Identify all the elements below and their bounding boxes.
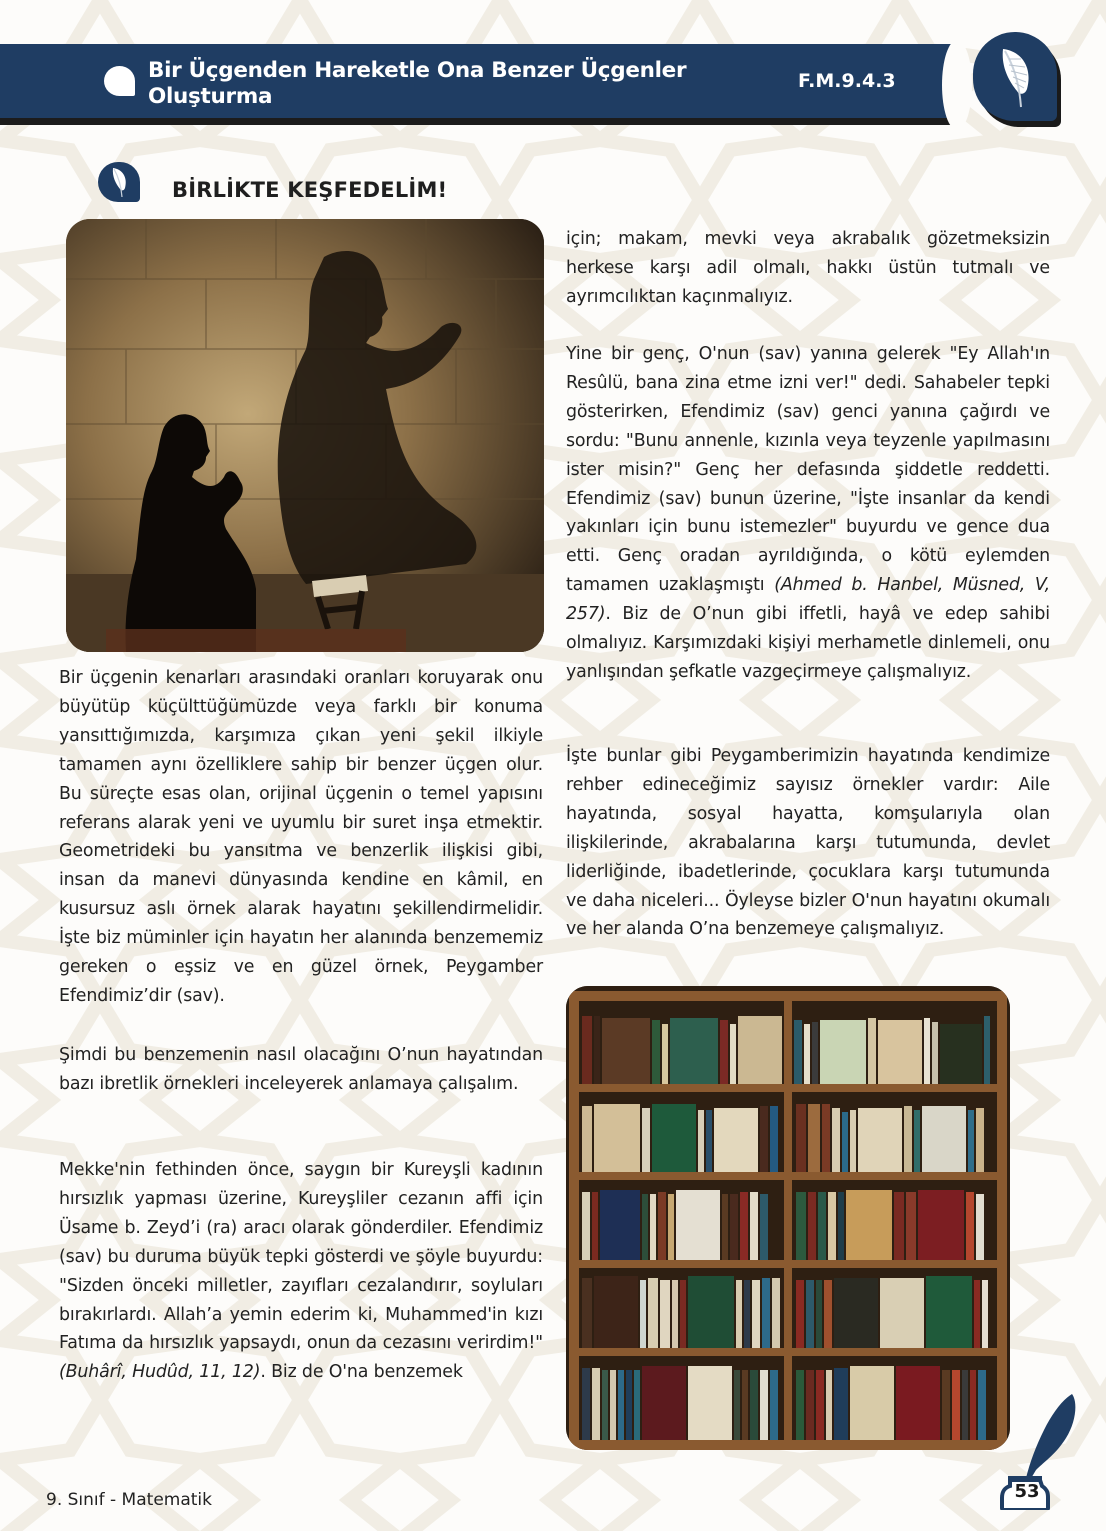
story-1-text: Mekke'nin fethinden önce, saygın bir Kureyşli kadının hırsızlık yapması üzerine, Kureyşliler cezanın affi için Üsame b. Zeyd’i (ra) aracı olarak gönderdiler. Efendimiz (sav) bu duruma büyük tepki gösterdi ve şöyle buyurdu: "Sizden önceki milletler, zayıfları cezalandırır, soyluları bırakırlardı. Allah’a yemin ederim ki, Muhammed'in kızı Fatıma da hırsızlık yapsaydı, onun da cezasını verirdim!" <box>59 1160 543 1354</box>
story-paragraph-1 <box>59 1156 543 1387</box>
page-number: 53 <box>1014 1481 1040 1502</box>
footer-grade-subject: 9. Sınıf - Matematik <box>46 1490 212 1510</box>
bookshelf-photo <box>566 986 1010 1450</box>
prayer-silhouette-photo <box>66 219 544 652</box>
section-title: BİRLİKTE KEŞFEDELİM! <box>172 178 448 202</box>
page-title-line1: Bir Üçgenden Hareketle Ona Benzer Üçgenler <box>148 58 687 83</box>
speech-bubble-icon <box>104 66 135 96</box>
conclusion-paragraph: İşte bunlar gibi Peygamberimizin hayatında kendimize rehber edineceğimiz sayısız örnekler vardır: Aile hayatında, sosyal hayatta, komşularıyla olan ilişkilerinde, akrabalarına karşı tutumunda, devlet liderliğinde, ibadetlerinde, çocuklara karşı tutumunda ve daha niceleri... Öyleyse bizler O'nun hayatını okumalı ve her alanda O’na benzemeye çalışmalıyız. <box>566 746 1050 940</box>
citation-buhari: (Buhârî, Hudûd, 11, 12) <box>59 1362 261 1383</box>
story-paragraph-2 <box>566 340 1050 687</box>
story-2-text: Yine bir genç, O'nun (sav) yanına gelerek "Ey Allah'ın Resûlü, bana zina etme izni ver!" dedi. Sahabeler tepki gösterirken, Efendimiz (sav) genci yanına çağırdı ve sordu: "Bunu annenle, kızınla veya teyzenle yapılmasını ister misin?" Genç her defasında şiddetle reddetti. Efendimiz (sav) bunun üzerine, "İşte insanlar da kendi yakınları için bunu istemezler" buyurdu ve gence dua etti. Genç oradan ayrıldığında, o kötü eylemden tamamen uzaklaşmıştı <box>566 344 1050 596</box>
header-badge <box>973 32 1057 121</box>
citation-ahmed: (Ahmed b. Hanbel, Müsned, V, 257) <box>566 575 1050 625</box>
transition-paragraph: Şimdi bu benzemenin nasıl olacağını O’nun hayatından bazı ibretlik örnekleri inceleyerek anlamaya çalışalım. <box>59 1045 543 1094</box>
page-title-line2: Oluşturma <box>148 84 273 109</box>
header-shadow <box>0 118 956 125</box>
page-title <box>148 58 748 110</box>
intro-paragraph: Bir üçgenin kenarları arasındaki oranları koruyarak onu büyütüp küçülttüğümüzde veya farklı bir konuma yansıttığımızda, karşımıza çıkan yeni şekil ilkiyle tamamen aynı özelliklere sahip bir benzer üçgen olur. Bu süreçte esas olan, orijinal üçgenin o temel yapısını referans alarak yeni ve uyumlu bir suret inşa etmektir. Geometrideki bu yansıtma ve benzerlik ilişkisi gibi, insan da manevi dünyasında kendine en kâmil, en kusursuz aslı örnek alarak hayatını şekillendirmelidir. İşte biz müminler için hayatın her alanında benzememiz gereken o eşsiz ve en güzel örnek, Peygamber Efendimiz’dir (sav). <box>59 668 543 1006</box>
section-feather-badge <box>98 162 140 202</box>
feather-icon <box>109 166 129 198</box>
photo-illustration <box>66 219 544 652</box>
feather-icon <box>995 45 1035 109</box>
header-notch <box>942 40 972 130</box>
story-2-tail: . Biz de O’nun gibi iffetli, hayâ ve edep sahibi olmalıyız. Karşımızdaki kişiyi merhametle dinlemeli, onu yanlışından şefkatle vazgeçirmeye çalışmalıyız. <box>566 604 1050 682</box>
curriculum-code: F.M.9.4.3 <box>798 70 896 92</box>
story-paragraph-1-continued: için; makam, mevki veya akrabalık gözetmeksizin herkese karşı adil olmalı, hakkı üstün tutmalı ve ayrımcılıktan kaçınmalıyız. <box>566 229 1050 307</box>
bookshelf-illustration <box>566 986 1010 1450</box>
story-1-tail: . Biz de O'na benzemek <box>260 1362 463 1383</box>
